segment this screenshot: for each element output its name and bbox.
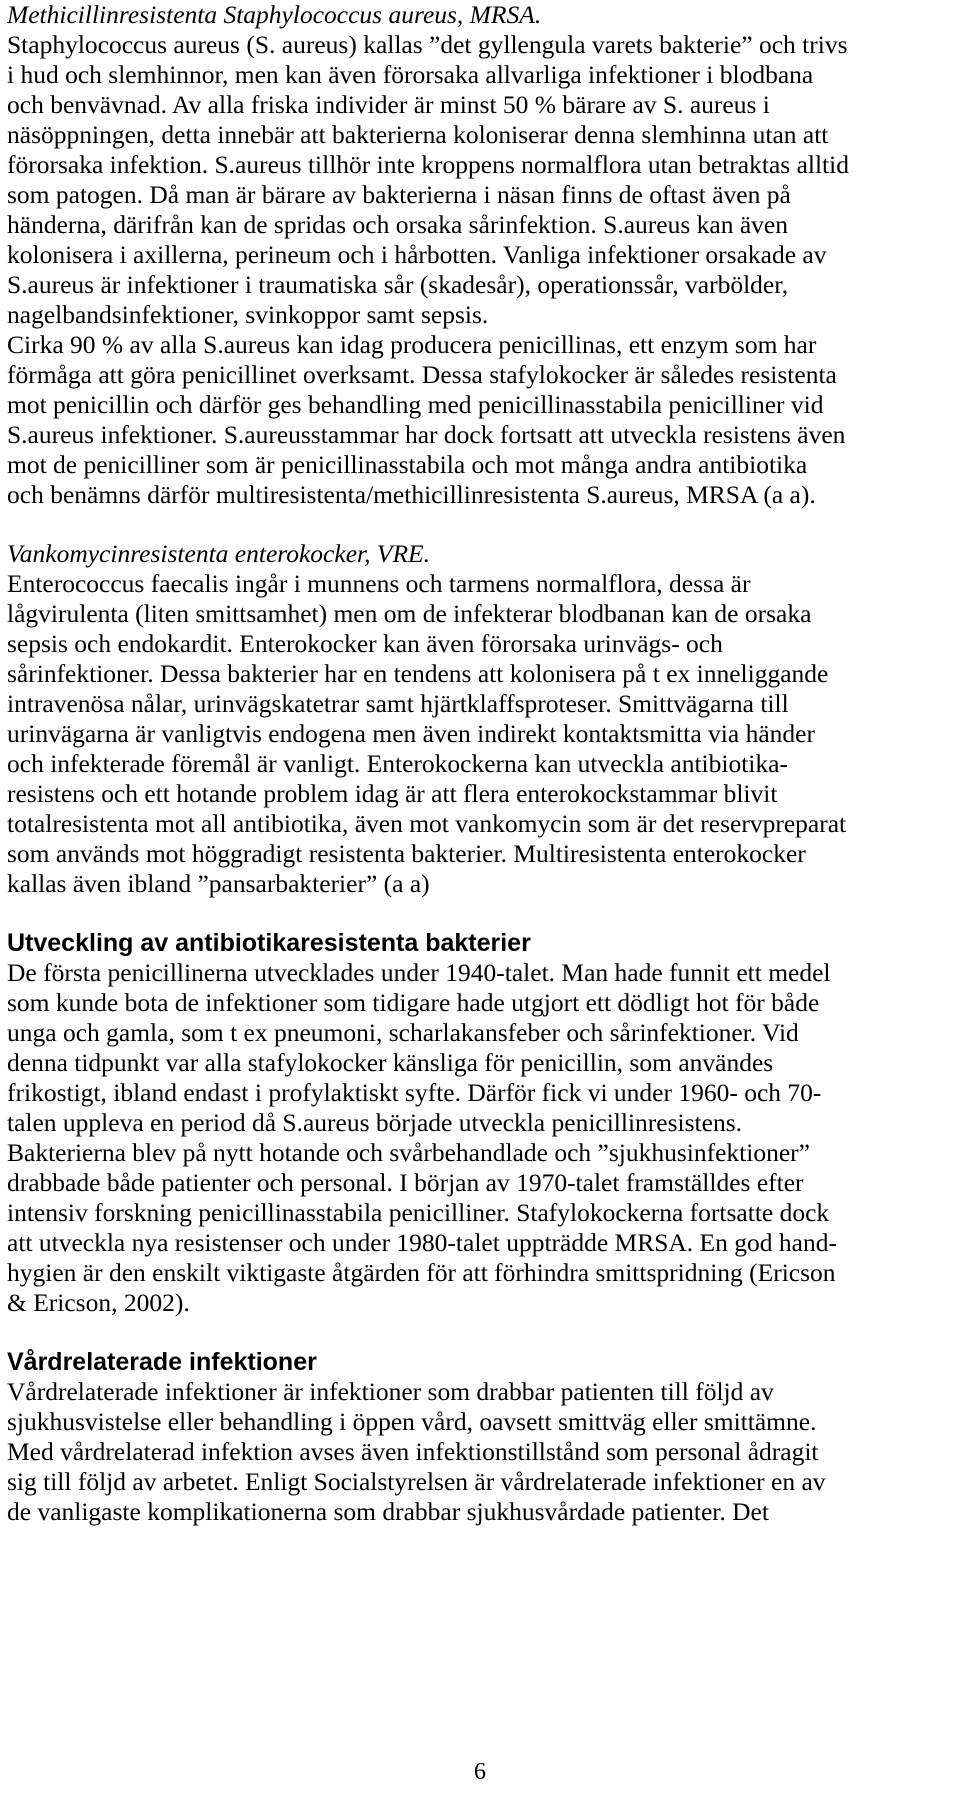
text-line: drabbade både patienter och personal. I början av 1970-talet framställdes efter [7, 1168, 804, 1197]
text-line: som patogen. Då man är bärare av bakterierna i näsan finns de oftast även på [7, 180, 791, 209]
text-line: sjukhusvistelse eller behandling i öppen vård, oavsett smittväg eller smittämne. [7, 1407, 817, 1436]
text-line: förmåga att göra penicillinet overksamt. Dessa stafylokocker är således resistenta [7, 360, 837, 389]
text-line: sårinfektioner. Dessa bakterier har en tendens att kolonisera på t ex inneliggande [7, 659, 829, 688]
text-line: De första penicillinerna utvecklades under 1940-talet. Man hade funnit ett medel [7, 958, 831, 987]
text-line: de vanligaste komplikationerna som drabbar sjukhusvårdade patienter. Det [7, 1497, 769, 1526]
text-line: och benämns därför multiresistenta/methicillinresistenta S.aureus, MRSA (a a). [7, 480, 816, 509]
text-line: unga och gamla, som t ex pneumoni, scharlakansfeber och sårinfektioner. Vid [7, 1018, 799, 1047]
page-number: 6 [474, 1759, 486, 1785]
text-line: att utveckla nya resistenser och under 1980-talet uppträdde MRSA. En god hand- [7, 1228, 837, 1257]
text-line: förorsaka infektion. S.aureus tillhör inte kroppens normalflora utan betraktas alltid [7, 150, 849, 179]
section-title-mrsa: Methicillinresistenta Staphylococcus aureus, MRSA. [7, 0, 542, 29]
text-line: som används mot höggradigt resistenta bakterier. Multiresistenta enterokocker [7, 839, 806, 868]
text-line: Enterococcus faecalis ingår i munnens och tarmens normalflora, dessa är [7, 569, 751, 598]
text-line: Cirka 90 % av alla S.aureus kan idag producera penicillinas, ett enzym som har [7, 330, 817, 359]
text-line: denna tidpunkt var alla stafylokocker känsliga för penicillin, som användes [7, 1048, 774, 1077]
text-line: Vårdrelaterade infektioner är infektioner som drabbar patienten till följd av [7, 1377, 774, 1406]
text-line: totalresistenta mot all antibiotika, även mot vankomycin som är det reservpreparat [7, 809, 847, 838]
text-line: urinvägarna är vanligtvis endogena men även indirekt kontaktsmitta via händer [7, 719, 815, 748]
document-page [7, 0, 947, 1527]
text-line: hygien är den enskilt viktigaste åtgärden för att förhindra smittspridning (Ericson [7, 1258, 836, 1287]
text-line: S.aureus är infektioner i traumatiska sår (skadesår), operationssår, varbölder, [7, 270, 789, 299]
text-line: & Ericson, 2002). [7, 1288, 190, 1317]
text-line: händerna, därifrån kan de spridas och orsaka sårinfektion. S.aureus kan även [7, 210, 788, 239]
text-line: Bakterierna blev på nytt hotande och svårbehandlade och ”sjukhusinfektioner” [7, 1138, 810, 1167]
text-line: som kunde bota de infektioner som tidigare hade utgjort ett dödligt hot för både [7, 988, 820, 1017]
section-spacer [7, 510, 947, 539]
text-line: lågvirulenta (liten smittsamhet) men om de infekterar blodbanan kan de orsaka [7, 599, 812, 628]
text-line: resistens och ett hotande problem idag är att flera enterokockstammar blivit [7, 779, 778, 808]
text-line: Staphylococcus aureus (S. aureus) kallas ”det gyllengula varets bakterie” och trivs [7, 30, 848, 59]
text-line: Med vårdrelaterad infektion avses även infektionstillstånd som personal ådragit [7, 1437, 819, 1466]
section-heading-utveckling: Utveckling av antibiotikaresistenta bakterier [7, 929, 531, 957]
text-line: sepsis och endokardit. Enterokocker kan även förorsaka urinvägs- och [7, 629, 723, 658]
paragraph-mrsa [7, 30, 947, 510]
section-heading-vardrelaterade: Vårdrelaterade infektioner [7, 1348, 317, 1376]
paragraph-vre [7, 569, 947, 899]
text-line: i hud och slemhinnor, men kan även förorsaka allvarliga infektioner i blodbana [7, 60, 814, 89]
paragraph-vardrelaterade [7, 1377, 947, 1527]
text-line: intravenösa nålar, urinvägskatetrar samt hjärtklaffsproteser. Smittvägarna till [7, 689, 789, 718]
text-line: mot penicillin och därför ges behandling med penicillinasstabila penicilliner vid [7, 390, 824, 419]
text-line: intensiv forskning penicillinasstabila penicilliner. Stafylokockerna fortsatte dock [7, 1198, 830, 1227]
paragraph-utveckling [7, 958, 947, 1318]
text-line: och infekterade föremål är vanligt. Enterokockerna kan utveckla antibiotika- [7, 749, 788, 778]
text-line: S.aureus infektioner. S.aureusstammar har dock fortsatt att utveckla resistens även [7, 420, 846, 449]
text-line: och benvävnad. Av alla friska individer är minst 50 % bärare av S. aureus i [7, 90, 770, 119]
text-line: frikostigt, ibland endast i profylaktiskt syfte. Därför fick vi under 1960- och 70- [7, 1078, 822, 1107]
text-line: kallas även ibland ”pansarbakterier” (a a) [7, 869, 430, 898]
section-spacer [7, 1318, 947, 1347]
text-line: talen uppleva en period då S.aureus började utveckla penicillinresistens. [7, 1108, 743, 1137]
text-line: nagelbandsinfektioner, svinkoppor samt sepsis. [7, 300, 489, 329]
text-line: näsöppningen, detta innebär att bakterierna koloniserar denna slemhinna utan att [7, 120, 829, 149]
section-spacer [7, 899, 947, 928]
text-line: kolonisera i axillerna, perineum och i hårbotten. Vanliga infektioner orsakade av [7, 240, 827, 269]
section-title-vre: Vankomycinresistenta enterokocker, VRE. [7, 539, 430, 568]
text-line: mot de penicilliner som är penicillinasstabila och mot många andra antibiotika [7, 450, 808, 479]
text-line: sig till följd av arbetet. Enligt Socialstyrelsen är vårdrelaterade infektioner en av [7, 1467, 826, 1496]
